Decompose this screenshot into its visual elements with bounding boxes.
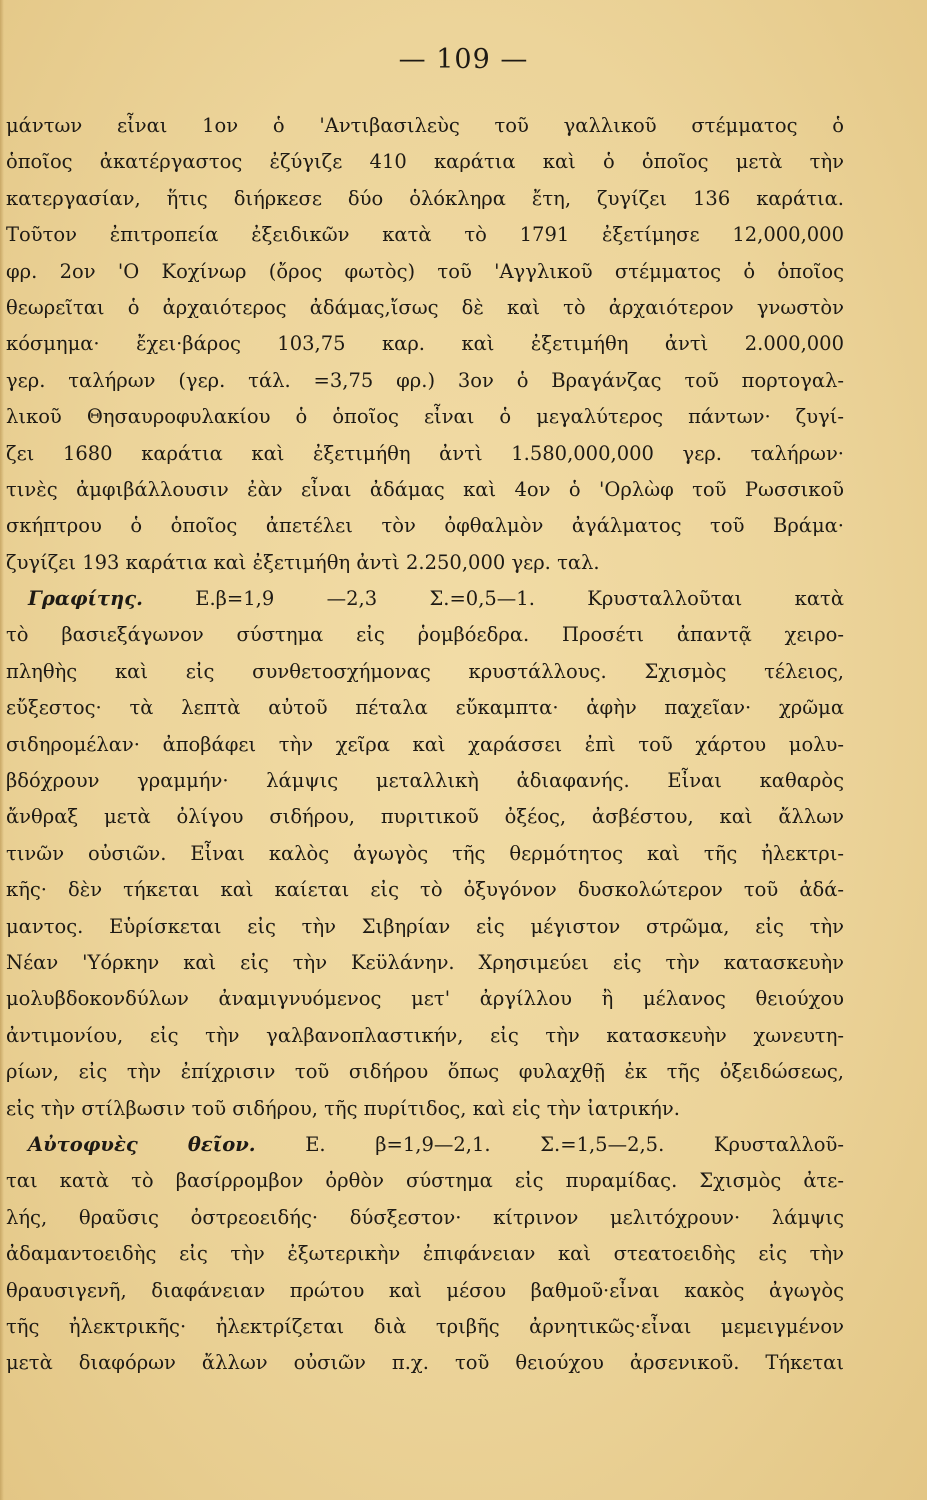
text-line <box>6 436 844 472</box>
text-line <box>6 217 844 253</box>
text-line <box>6 399 844 435</box>
line-text: τὸ βασιεξάγωνον σύστημα εἰς ῥομβόεδρα. Προσέτι ἀπαντᾷ χειρο- <box>6 623 844 647</box>
text-line <box>6 290 844 326</box>
line-text: σκήπτρου ὁ ὁποῖος ἀπετέλει τὸν ὀφθαλμὸν ἀγάλματος τοῦ Βράμα· <box>6 514 844 538</box>
line-text: γερ. ταλήρων (γερ. τάλ. =3,75 φρ.) 3ον ὁ Βραγάνζας τοῦ πορτογαλ- <box>6 368 844 392</box>
line-text: κατεργασίαν, ἥτις διήρκεσε δύο ὁλόκληρα ἔτη, ζυγίζει 136 καράτια. <box>6 186 844 210</box>
text-line <box>6 1309 844 1345</box>
text-line <box>6 1236 844 1272</box>
line-text: Τοῦτον ἐπιτροπεία ἐξειδικῶν κατὰ τὸ 1791 ἐξετίμησε 12,000,000 <box>6 223 844 247</box>
line-text: θραυσιγενῆ, διαφάνειαν πρώτου καὶ μέσου βαθμοῦ·εἶναι κακὸς ἀγωγὸς <box>6 1278 844 1302</box>
text-line <box>6 909 844 945</box>
text-line <box>6 181 844 217</box>
text-line <box>6 1345 844 1381</box>
entry-term: Γραφίτης. <box>28 587 143 611</box>
text-line <box>6 945 844 981</box>
text-line <box>6 1091 844 1127</box>
line-text: ἀδαμαντοειδὴς εἰς τὴν ἐξωτερικὴν ἐπιφάνειαν καὶ στεατοειδὴς εἰς τὴν <box>6 1242 844 1266</box>
line-text: κόσμημα· ἔχει·βάρος 103,75 καρ. καὶ ἐξετιμήθη ἀντὶ 2.000,000 <box>6 332 844 356</box>
text-line <box>6 545 844 581</box>
text-line <box>6 508 844 544</box>
line-text: ρίων, εἰς τὴν ἐπίχρισιν τοῦ σιδήρου ὅπως φυλαχθῇ ἐκ τῆς ὀξειδώσεως, <box>6 1060 844 1084</box>
text-line <box>6 654 844 690</box>
line-text: ἀντιμονίου, εἰς τὴν γαλβανοπλαστικήν, εἰς τὴν κατασκευὴν χωνευτη- <box>6 1023 844 1047</box>
line-text: σιδηρομέλαν· ἀποβάφει τὴν χεῖρα καὶ χαράσσει ἐπὶ τοῦ χάρτου μολυ- <box>6 732 844 756</box>
line-text: τινῶν οὐσιῶν. Εἶναι καλὸς ἀγωγὸς τῆς θερμότητος καὶ τῆς ἠλεκτρι- <box>6 841 844 865</box>
text-line <box>6 1163 844 1199</box>
line-text: ται κατὰ τὸ βασίρρομβον ὀρθὸν σύστημα εἰς πυραμίδας. Σχισμὸς ἀτε- <box>6 1169 844 1193</box>
line-text: εὔξεστος· τὰ λεπτὰ αὐτοῦ πέταλα εὔκαμπτα· ἁφὴν παχεῖαν· χρῶμα <box>6 696 844 720</box>
line-text: μαντος. Εὑρίσκεται εἰς τὴν Σιβηρίαν εἰς μέγιστον στρῶμα, εἰς τὴν <box>6 914 844 938</box>
page-number: — 109 — <box>398 44 529 75</box>
text-line <box>6 763 844 799</box>
line-text: λής, θραῦσις ὀστρεοειδής· δύσξεστον· κίτρινον μελιτόχρουν· λάμψις <box>6 1205 844 1229</box>
line-text: θεωρεῖται ὁ ἀρχαιότερος ἀδάμας,ἴσως δὲ καὶ τὸ ἀρχαιότερον γνωστὸν <box>6 295 844 319</box>
line-text: μολυβδοκονδύλων ἀναμιγνυόμενος μετ' ἀργίλλου ἢ μέλανος θειούχου <box>6 987 844 1011</box>
entry-term: Αὐτοφυὲς θεῖον. <box>28 1132 256 1156</box>
line-text: λικοῦ Θησαυροφυλακίου ὁ ὁποῖος εἶναι ὁ μεγαλύτερος πάντων· ζυγί- <box>6 405 844 429</box>
body-text <box>6 108 844 1382</box>
line-text: πληθὴς καὶ εἰς συνθετοσχήμονας κρυστάλλους. Σχισμὸς τέλειος, <box>6 659 844 683</box>
line-text: μάντων εἶναι 1ον ὁ 'Αντιβασιλεὺς τοῦ γαλλικοῦ στέμματος ὁ <box>6 114 844 137</box>
text-line <box>6 581 844 617</box>
text-line <box>6 1054 844 1090</box>
text-line <box>6 981 844 1017</box>
text-line <box>6 836 844 872</box>
line-text: κῆς· δὲν τήκεται καὶ καίεται εἰς τὸ ὀξυγόνον δυσκολώτερον τοῦ ἀδά- <box>6 878 844 902</box>
text-line <box>6 1127 844 1163</box>
line-text: εἰς τὴν στίλβωσιν τοῦ σιδήρου, τῆς πυρίτιδος, καὶ εἰς τὴν ἰατρικήν. <box>6 1096 680 1120</box>
text-line <box>6 727 844 763</box>
text-line <box>6 617 844 653</box>
line-text: ζυγίζει 193 καράτια καὶ ἐξετιμήθη ἀντὶ 2.250,000 γερ. ταλ. <box>6 550 600 574</box>
line-text: βδόχρουν γραμμήν· λάμψις μεταλλικὴ ἀδιαφανής. Εἶναι καθαρὸς <box>6 769 844 793</box>
text-line <box>6 254 844 290</box>
text-line <box>6 1200 844 1236</box>
text-line <box>6 144 844 180</box>
line-text: τῆς ἠλεκτρικῆς· ἠλεκτρίζεται διὰ τριβῆς ἀρνητικῶς·εἶναι μεμειγμένον <box>6 1314 844 1338</box>
text-line <box>6 872 844 908</box>
line-text: Ε.β=1,9 —2,3 Σ.=0,5—1. Κρυσταλλοῦται κατὰ <box>142 587 844 611</box>
line-text: Νέαν 'Υόρκην καὶ εἰς τὴν Κεϋλάνην. Χρησιμεύει εἰς τὴν κατασκευὴν <box>6 950 844 974</box>
text-line <box>6 799 844 835</box>
line-text: Ε. β=1,9—2,1. Σ.=1,5—2,5. Κρυσταλλοῦ- <box>255 1132 844 1156</box>
line-text: ζει 1680 καράτια καὶ ἐξετιμήθη ἀντὶ 1.580,000,000 γερ. ταλήρων· <box>6 441 844 465</box>
text-line <box>6 690 844 726</box>
text-line <box>6 108 844 144</box>
line-text: ἄνθραξ μετὰ ὀλίγου σιδήρου, πυριτικοῦ ὀξέος, ἀσβέστου, καὶ ἄλλων <box>6 805 844 829</box>
line-text: μετὰ διαφόρων ἄλλων οὐσιῶν π.χ. τοῦ θειούχου ἀρσενικοῦ. Τήκεται <box>6 1351 844 1375</box>
text-line <box>6 1273 844 1309</box>
text-line <box>6 1018 844 1054</box>
text-line <box>6 363 844 399</box>
text-line <box>6 472 844 508</box>
line-text: φρ. 2ον 'Ο Κοχίνωρ (ὄρος φωτὸς) τοῦ 'Αγγλικοῦ στέμματος ὁ ὁποῖος <box>6 259 844 283</box>
line-text: ὁποῖος ἀκατέργαστος ἐζύγιζε 410 καράτια καὶ ὁ ὁποῖος μετὰ τὴν <box>6 150 844 174</box>
text-line <box>6 326 844 362</box>
page-fold-shadow <box>0 0 4 1500</box>
line-text: τινὲς ἀμφιβάλλουσιν ἐὰν εἶναι ἀδάμας καὶ 4ον ὁ 'Ορλὼφ τοῦ Ρωσσικοῦ <box>6 477 844 501</box>
